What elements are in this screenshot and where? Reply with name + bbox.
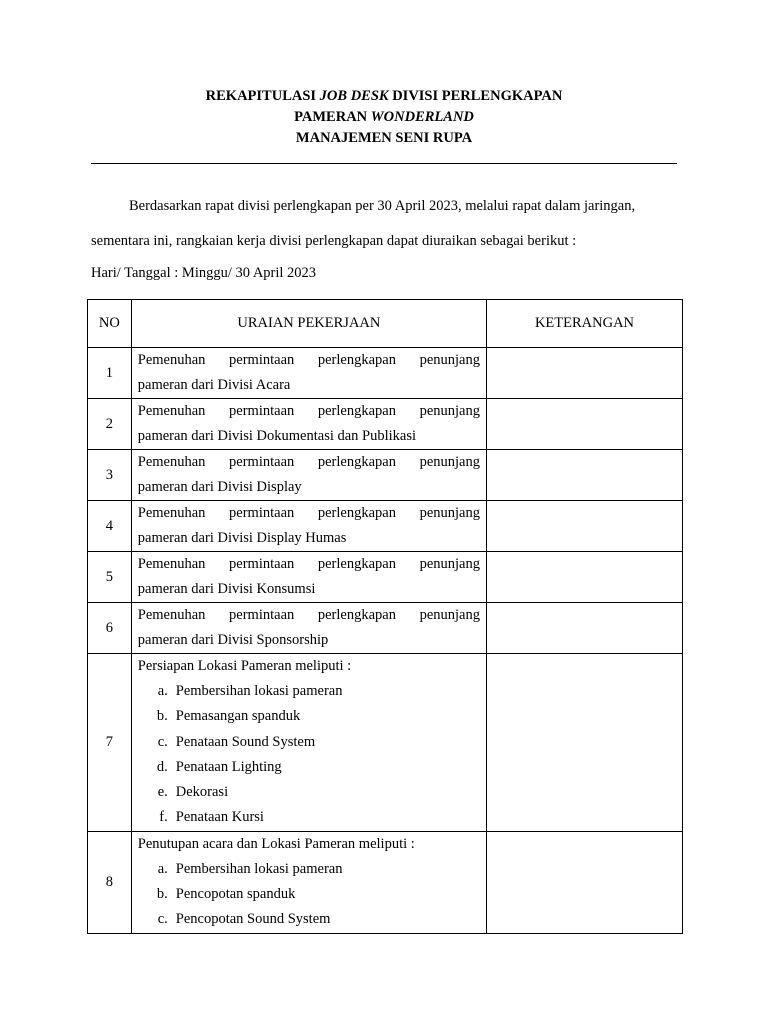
uraian-word: permintaan — [229, 403, 295, 419]
title-1-pre: REKAPITULASI — [205, 88, 320, 104]
uraian-line-2: pameran dari Divisi Display Humas — [137, 530, 347, 546]
uraian-line-1 — [138, 603, 480, 628]
uraian-word: Pemenuhan — [137, 607, 206, 623]
list-item-label: f. — [159, 809, 168, 826]
task-list — [138, 679, 480, 831]
row-uraian — [131, 654, 486, 832]
title-1-post: DIVISI PERLENGKAPAN — [388, 88, 563, 104]
row-intro: Persiapan Lokasi Pameran meliputi : — [137, 658, 352, 674]
intro-paragraph-line-2: sementara ini, rangkaian kerja divisi perlengkapan dapat diuraikan sebagai berikut : — [91, 233, 577, 249]
table-row — [88, 348, 683, 399]
row-uraian — [131, 450, 486, 501]
title-line-1 — [0, 86, 768, 107]
row-number: 7 — [88, 654, 132, 832]
uraian-line-1 — [138, 399, 480, 424]
list-item — [138, 679, 480, 704]
list-item-label: d. — [156, 758, 168, 775]
list-item — [138, 755, 480, 780]
header-divider — [91, 163, 677, 164]
uraian-word: Pemenuhan — [137, 556, 206, 572]
uraian-line-2: pameran dari Divisi Dokumentasi dan Publikasi — [137, 428, 417, 444]
list-item-label: b. — [156, 886, 168, 903]
table-row — [88, 603, 683, 654]
row-keterangan — [487, 654, 683, 832]
uraian-line-1 — [138, 501, 480, 526]
row-number: 4 — [88, 501, 132, 552]
list-item — [138, 730, 480, 755]
uraian-word: Pemenuhan — [137, 454, 206, 470]
uraian-word: Pemenuhan — [137, 403, 206, 419]
row-keterangan — [487, 603, 683, 654]
table-row — [88, 552, 683, 603]
title-2-em: WONDERLAND — [370, 109, 474, 125]
table-row — [88, 450, 683, 501]
uraian-word: perlengkapan — [317, 556, 396, 572]
title-line-2 — [0, 107, 768, 128]
list-item-label: a. — [157, 683, 168, 699]
list-item — [138, 805, 480, 830]
date-line: Hari/ Tanggal : Minggu/ 30 April 2023 — [91, 265, 317, 281]
list-item-label: c. — [157, 733, 168, 750]
row-uraian — [131, 831, 486, 933]
row-uraian — [131, 603, 486, 654]
list-item-text: Penataan Lighting — [175, 758, 282, 775]
row-uraian — [131, 348, 486, 399]
header-uraian: URAIAN PEKERJAAN — [131, 300, 486, 348]
list-item — [138, 857, 480, 882]
uraian-word: permintaan — [229, 607, 295, 623]
list-item-label: e. — [157, 784, 168, 801]
uraian-line-1 — [138, 450, 480, 475]
title-line-3: MANAJEMEN SENI RUPA — [295, 130, 473, 146]
list-item-text: Pembersihan lokasi pameran — [175, 860, 343, 877]
row-uraian — [131, 399, 486, 450]
row-uraian — [131, 501, 486, 552]
list-item-text: Pencopotan spanduk — [175, 886, 296, 903]
row-keterangan — [487, 399, 683, 450]
uraian-word: permintaan — [229, 556, 295, 572]
row-number: 3 — [88, 450, 132, 501]
row-keterangan — [487, 552, 683, 603]
row-keterangan — [487, 831, 683, 933]
table-header-row — [88, 300, 683, 348]
uraian-line-2: pameran dari Divisi Acara — [137, 377, 291, 393]
uraian-word: perlengkapan — [317, 454, 396, 470]
uraian-line-1 — [138, 348, 480, 373]
row-uraian — [131, 552, 486, 603]
row-number: 5 — [88, 552, 132, 603]
header-no: NO — [88, 300, 132, 348]
intro-paragraph-line-1: Berdasarkan rapat divisi perlengkapan per 30 April 2023, melalui rapat dalam jaringan, — [129, 198, 636, 214]
row-intro: Penutupan acara dan Lokasi Pameran meliputi : — [137, 835, 415, 852]
uraian-word: Pemenuhan — [137, 352, 206, 368]
uraian-line-2: pameran dari Divisi Display — [137, 479, 302, 495]
uraian-word: perlengkapan — [317, 505, 396, 521]
list-item-text: Dekorasi — [175, 784, 229, 801]
list-item-label: b. — [156, 708, 168, 725]
list-item-text: Penataan Kursi — [175, 809, 264, 826]
row-number: 8 — [88, 831, 132, 933]
list-item-label: a. — [157, 860, 168, 877]
row-number: 2 — [88, 399, 132, 450]
table-row — [88, 399, 683, 450]
uraian-line-1 — [138, 552, 480, 577]
uraian-word: permintaan — [229, 352, 295, 368]
uraian-word: permintaan — [229, 454, 295, 470]
uraian-word: penunjang — [419, 505, 480, 521]
row-number: 6 — [88, 603, 132, 654]
uraian-line-2: pameran dari Divisi Konsumsi — [137, 581, 316, 597]
row-keterangan — [487, 450, 683, 501]
list-item — [138, 704, 480, 729]
row-keterangan — [487, 501, 683, 552]
uraian-word: Pemenuhan — [137, 505, 206, 521]
list-item-text: Pembersihan lokasi pameran — [175, 683, 343, 699]
job-desk-table — [87, 299, 683, 934]
uraian-word: perlengkapan — [317, 403, 396, 419]
uraian-word: perlengkapan — [317, 352, 396, 368]
task-list — [138, 857, 480, 933]
list-item — [138, 780, 480, 805]
uraian-word: penunjang — [419, 556, 480, 572]
table-row — [88, 654, 683, 832]
uraian-word: penunjang — [419, 454, 480, 470]
list-item-text: Penataan Sound System — [175, 733, 316, 750]
row-number: 1 — [88, 348, 132, 399]
uraian-word: permintaan — [229, 505, 295, 521]
table-row — [88, 501, 683, 552]
list-item — [138, 907, 480, 932]
list-item-text: Pemasangan spanduk — [175, 708, 301, 725]
uraian-word: perlengkapan — [317, 607, 396, 623]
title-2-pre: PAMERAN — [294, 109, 371, 125]
uraian-word: penunjang — [419, 403, 480, 419]
uraian-word: penunjang — [419, 352, 480, 368]
row-keterangan — [487, 348, 683, 399]
uraian-word: penunjang — [419, 607, 480, 623]
list-item — [138, 882, 480, 907]
table-row — [88, 831, 683, 933]
title-1-em: JOB DESK — [319, 88, 389, 104]
list-item-label: c. — [157, 911, 168, 928]
list-item-text: Pencopotan Sound System — [175, 911, 331, 928]
uraian-line-2: pameran dari Divisi Sponsorship — [137, 632, 329, 648]
header-keterangan: KETERANGAN — [487, 300, 683, 348]
